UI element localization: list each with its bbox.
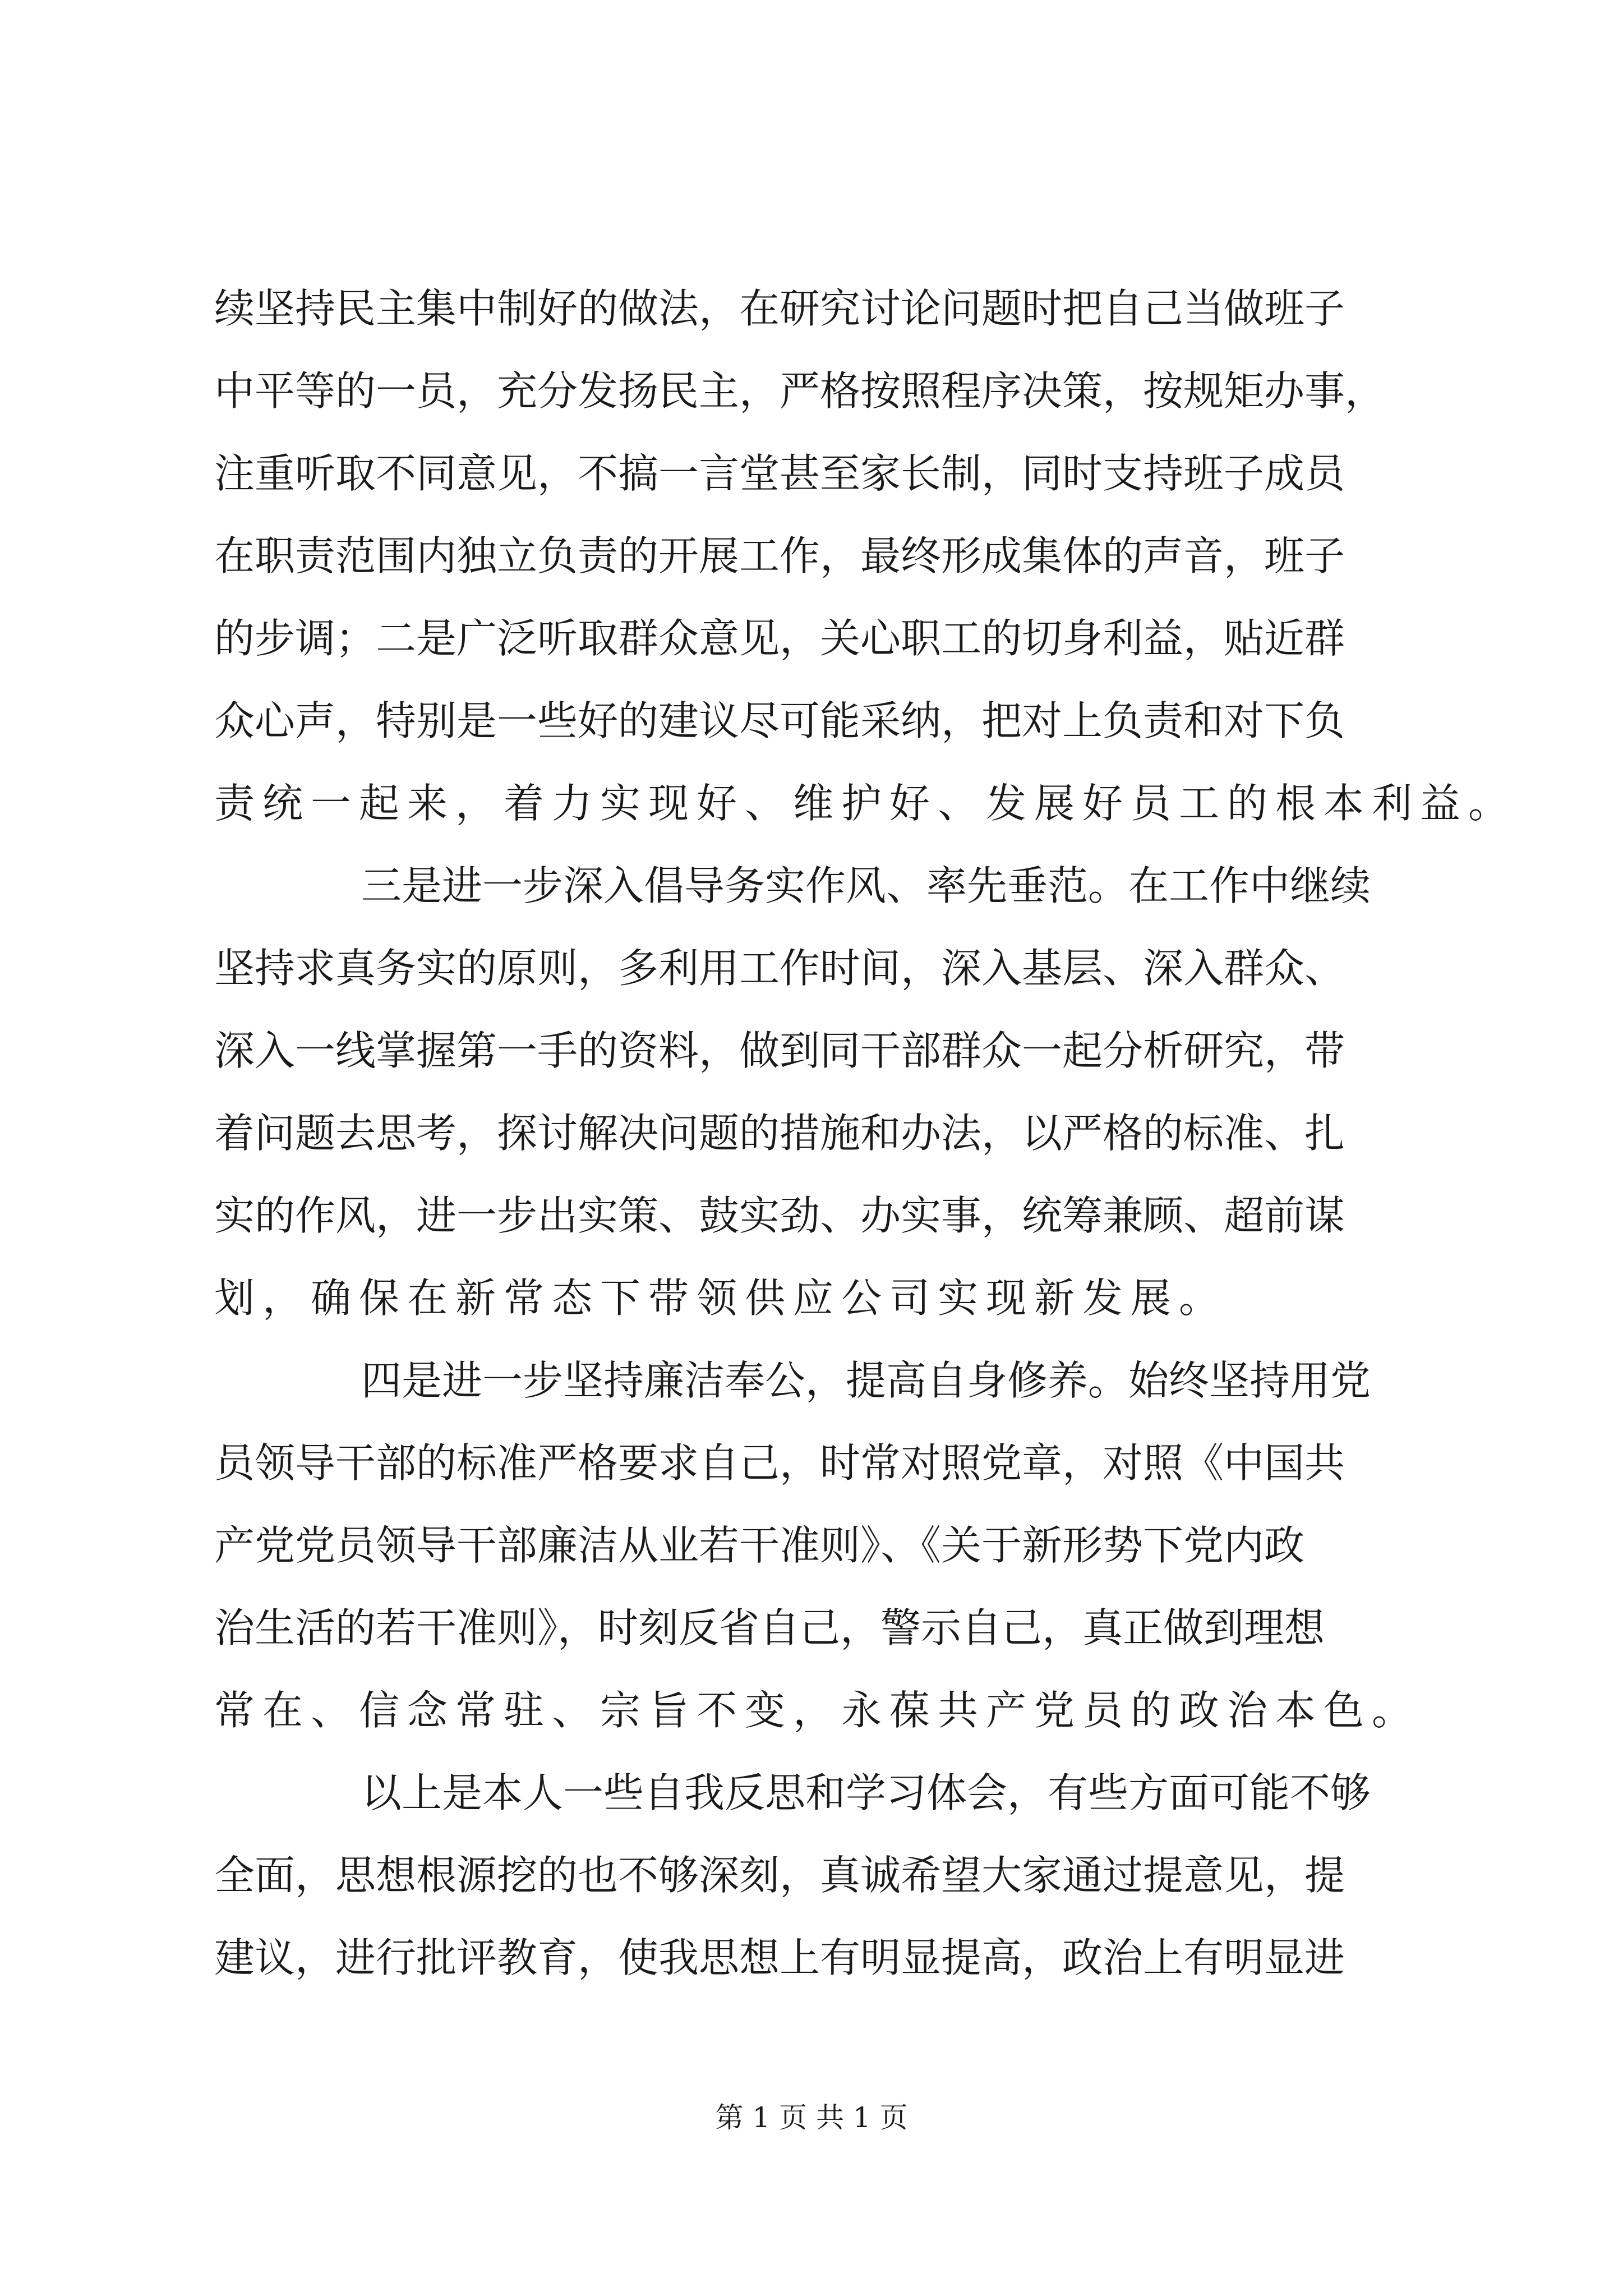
text-line: 常在、信念常驻、宗旨不变，永葆共产党员的政治本色。	[214, 1687, 1421, 1734]
text-line: 注重听取不同意见，不搞一言堂甚至家长制，同时支持班子成员	[214, 450, 1345, 497]
text-line: 深入一线掌握第一手的资料，做到同干部群众一起分析研究，带	[214, 1027, 1345, 1074]
text-line: 实的作风，进一步出实策、鼓实劲、办实事，统筹兼顾、超前谋	[214, 1192, 1345, 1239]
text-line: 四是进一步坚持廉洁奉公，提高自身修养。始终坚持用党	[361, 1357, 1371, 1404]
text-line: 员领导干部的标准严格要求自己，时常对照党章，对照《中国共	[214, 1439, 1345, 1487]
text-line: 众心声，特别是一些好的建议尽可能采纳，把对上负责和对下负	[214, 697, 1345, 744]
text-line: 在职责范围内独立负责的开展工作，最终形成集体的声音，班子	[214, 532, 1345, 579]
text-line: 划，确保在新常态下带领供应公司实现新发展。	[214, 1274, 1228, 1322]
document-body	[214, 268, 1517, 1999]
text-line: 责统一起来，着力实现好、维护好、发展好员工的根本利益。	[214, 780, 1517, 827]
text-line: 续坚持民主集中制好的做法，在研究讨论问题时把自己当做班子	[214, 285, 1345, 332]
text-line: 坚持求真务实的原则，多利用工作时间，深入基层、深入群众、	[214, 945, 1345, 992]
text-line: 中平等的一员，充分发扬民主，严格按照程序决策，按规矩办事，	[214, 367, 1386, 415]
text-line: 的步调；二是广泛听取群众意见，关心职工的切身利益，贴近群	[214, 615, 1345, 662]
text-line: 治生活的若干准则》，时刻反省自己，警示自己，真正做到理想	[214, 1604, 1325, 1651]
text-line: 着问题去思考，探讨解决问题的措施和办法，以严格的标准、扎	[214, 1110, 1345, 1157]
text-line: 全面，思想根源挖的也不够深刻，真诚希望大家通过提意见，提	[214, 1852, 1345, 1899]
text-line: 三是进一步深入倡导务实作风、率先垂范。在工作中继续	[361, 862, 1371, 909]
text-line: 以上是本人一些自我反思和学习体会，有些方面可能不够	[361, 1769, 1371, 1816]
text-line: 产党党员领导干部廉洁从业若干准则》、《关于新形势下党内政	[214, 1522, 1305, 1569]
page-footer: 第 1 页 共 1 页	[715, 2101, 908, 2134]
text-line: 建议，进行批评教育，使我思想上有明显提高，政治上有明显进	[214, 1934, 1345, 1981]
